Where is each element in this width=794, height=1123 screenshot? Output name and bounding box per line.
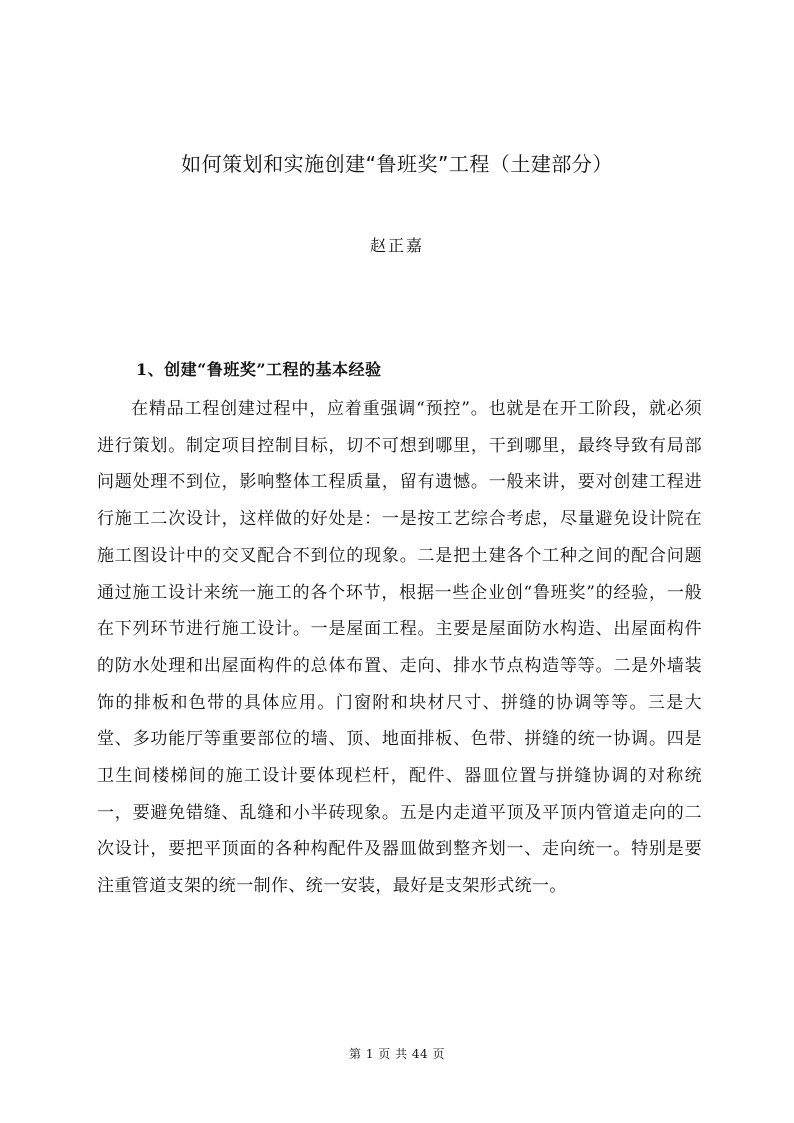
- author-name: 赵正嘉: [369, 236, 424, 255]
- document-title: 如何策划和实施创建“鲁班奖”工程（土建部分）: [181, 152, 613, 176]
- section-heading: 1、创建“鲁班奖”工程的基本经验: [136, 360, 382, 379]
- page-footer: 第 1 页 共 44 页: [349, 1047, 445, 1061]
- body-paragraph: 在精品工程创建过程中，应着重强调“预控”。也就是在开工阶段，就必须进行策划。制定项目控制目标，切不可想到哪里，干到哪里，最终导致有局部问题处理不到位，影响整体工程质量，留有遗憾。一般来讲，要对创建工程进行施工二次设计，这样做的好处是：一是按工艺综合考虑，尽量避免设计院在施工图设计中的交叉配合不到位的现象。二是把土建各个工种之间的配合问题通过施工设计来统一施工的各个环节，根据一些企业创“鲁班奖”的经验，一般在下列环节进行施工设计。一是屋面工程。主要是屋面防水构造、出屋面构件的防水处理和出屋面构件的总体布置、走向、排水节点构造等等。二是外墙装饰的排板和色带的具体应用。门窗附和块材尺寸、拼缝的协调等等。三是大堂、多功能厅等重要部位的墙、顶、地面排板、色带、拼缝的统一协调。四是卫生间楼梯间的施工设计要体现栏杆，配件、器皿位置与拼缝协调的对称统一，要避免错缝、乱缝和小半砖现象。五是内走道平顶及平顶内管道走向的二次设计，要把平顶面的各种构配件及器皿做到整齐划一、走向统一。特别是要注重管道支架的统一制作、统一安装，最好是支架形式统一。: [97, 399, 702, 897]
